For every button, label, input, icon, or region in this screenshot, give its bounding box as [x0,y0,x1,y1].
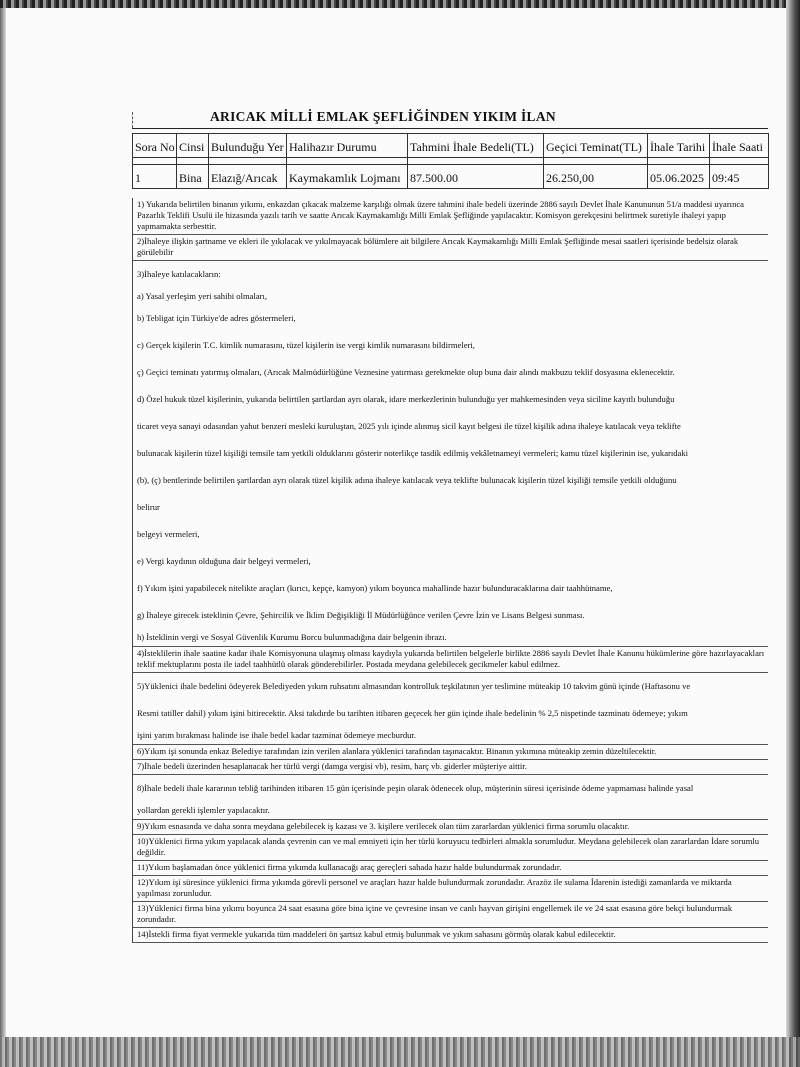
scan-edge-bottom [0,1037,800,1067]
term-5-line1: 5)Yüklenici ihale bedelini ödeyerek Belediyeden yıkım ruhsatını almasından kontrolluk teşkilatının yer teslimine müteakip 10 takvim günü içinde (Haftasonu ve [132,673,768,700]
table-cell: 26.250,00 [544,165,648,189]
announcement-title: ARICAK MİLLİ EMLAK ŞEFLİĞİNDEN YIKIM İLAN [132,108,768,129]
term-3-d-line5: belirur [132,494,768,521]
term-3-d-line3: bulunacak kişilerin tüzel kişiliği temsile tam yetkili olduklarını gösterir noterlikçe tasdik edilmiş vekâletnameyi vermeleri; kamu tüzel kişilerinin ise, yukarıdaki [132,440,768,467]
term-3-d-line1: d) Özel hukuk tüzel kişilerinin, yukarıda belirtilen şartlardan ayrı olarak, idare merkezlerinin bulunduğu yer mahkemesinden veya siciline kayıtlı bulunduğu [132,386,768,413]
term-3-e: e) Vergi kaydının olduğuna dair belgeyi vermeleri, [132,548,768,575]
table-cell: 87.500.00 [408,165,544,189]
header-cell: İhale Saati [710,134,769,158]
term-3-b: b) Tebligat için Türkiye'de adres göstermeleri, [132,305,768,332]
table-cell: 05.06.2025 [648,165,710,189]
term-3-cc: ç) Geçici teminatı yatırmış olmaları, (Arıcak Malmüdürlüğüne Veznesine yatırması gerekmekte olup buna dair alındı makbuzu teklif dosyasına eklenecektir. [132,359,768,386]
term-6: 6)Yıkım işi sonunda enkaz Belediye tarafından izin verilen alanlara yüklenici tarafından taşınacaktır. Binanın yıkımına müteakip zemin düzeltilecektir. [132,745,768,760]
term-14: 14)İstekli firma fiyat vermekle yukarıda tüm maddeleri ön şartsız kabul etmiş bulunmak ve yıkım sahasını görmüş olarak kabul edilecektir. [132,928,768,943]
term-2: 2)İhaleye ilişkin şartname ve ekleri ile yıkılacak ve yıkılmayacak bölümlere ait bilgilere Arıcak Kaymakamlığı Milli Emlak Şefliğinde mesai saatleri içerisinde bedelsiz olarak görülebilir [132,235,768,261]
announcement [132,108,768,189]
header-cell: Halihazır Durumu [287,134,408,158]
term-3-d-line6: belgeyi vermeleri, [132,521,768,548]
scan-edge-right [786,0,800,1067]
term-9: 9)Yıkım esnasında ve daha sonra meydana gelebilecek iş kazası ve 3. kişilere verilecek olan tüm zararlardan yüklenici firma sorumlu olacaktır. [132,820,768,835]
term-3-c: c) Gerçek kişilerin T.C. kimlik numarasını, tüzel kişilerin ise vergi kimlik numarasını bildirmeleri, [132,332,768,359]
term-1: 1) Yukarıda belirtilen binanın yıkımı, enkazdan çıkacak malzeme karşılığı olmak üzere tahmini ihale bedeli üzerinde 2886 sayılı Devlet İhale Kanununun 51/a maddesi uyarınca Pazarlık Teklifi Usulü ile hizasında yazılı tarih ve saatte Arıcak Kaymakamlığı Milli Emlak Şefliğinde yapılacaktır. Komisyon gerekçesini belirtmek suretiyle ihaleyi yapıp yapmamakta serbesttir. [132,198,768,235]
term-3-d-line2: ticaret veya sanayi odasından yahut benzeri mesleki kuruluştan, 2025 yılı içinde alınmış sicil kayıt belgesi ile tüzel kişilik adına ihaleye katılacak veya teklifte [132,413,768,440]
term-4: 4)İsteklilerin ihale saatine kadar ihale Komisyonuna ulaşmış olması kaydıyla yukarıda belirtilen belgelerle birlikte 2886 sayılı Devlet İhale Kanunu hükümlerine göre hazırlayacakları teklif mektuplarını posta ile iadel taahhütlü olarak gönderebilirler. Postada meydana gelebilecek gecikmeler kabul edilmez. [132,647,768,673]
term-7: 7)İhale bedeli üzerinden hesaplanacak her türlü vergi (damga vergisi vb), resim, harç vb. giderler müşteriye aittir. [132,760,768,775]
table-cell: 09:45 [710,165,769,189]
term-11: 11)Yıkım başlamadan önce yüklenici firma yıkımda kullanacağı araç gereçleri sahada hazır halde bulundurmak zorundadır. [132,861,768,876]
table-gap-row [133,158,769,165]
header-cell: Tahmini İhale Bedeli(TL) [408,134,544,158]
table-row [133,165,769,189]
header-cell: Cinsi [177,134,209,158]
term-13: 13)Yüklenici firma bina yıkımı boyunca 24 saat esasına göre bina içine ve çevresine insan ve canlı hayvan girişini engellemek ile ve 24 saat esasına göre bekçi bulundurmak zorundadır. [132,902,768,928]
term-3-a: a) Yasal yerleşim yeri sahibi olmaları, [132,288,768,305]
header-cell: Bulunduğu Yer [209,134,287,158]
term-8-line1: 8)İhale bedeli ihale kararının tebliğ tarihinden itibaren 15 gün içerisinde peşin olarak ödenecek olup, müşterinin süresi içerisinde ödeme yapmaması halinde yasal [132,775,768,802]
table-cell: Bina [177,165,209,189]
term-8-line2: yollardan gerekli işlemler yapılacaktır. [132,802,768,820]
tender-table [132,133,769,189]
table-cell: Kaymakamlık Lojmanı [287,165,408,189]
term-3-h: h) İsteklinin vergi ve Sosyal Güvenlik Kurumu Borcu bulunmadığına dair belgenin ibrazı. [132,629,768,647]
term-12: 12)Yıkım işi süresince yüklenici firma yıkımda görevli personel ve araçları hazır halde bulundurmak zorundadır. Arazöz ile sulama İdarenin istediği zamanlarda ve miktarda yapılması zorunludur. [132,876,768,902]
term-3-d-line4: (b), (ç) bentlerinde belirtilen şartlardan ayrı olarak tüzel kişilik adına ihaleye katılacak veya teklifte bulunacak kişilerin tüzel kişiliği temsile yetkili olduğunu [132,467,768,494]
term-10: 10)Yüklenici firma yıkım yapılacak alanda çevrenin can ve mal emniyeti için her türlü koruyucu tedbirleri almakla sorumludur. Meydana gelebilecek olan zararlardan İdare sorumlu değildir. [132,835,768,861]
term-3-f: f) Yıkım işini yapabilecek nitelikte araçları (kırıcı, kepçe, kamyon) yıkım boyunca mahallinde hazır bulunduracaklarına dair taahhütname, [132,575,768,602]
terms-list [132,198,768,943]
header-cell: Sora No [133,134,177,158]
term-3-g: g) İhaleye girecek isteklinin Çevre, Şehircilik ve İklim Değişikliği İl Müdürlüğünce verilen Çevre İzin ve Lisans Belgesi sunması. [132,602,768,629]
term-5-line2: Resmi tatiller dahil) yıkım işini bitirecektir. Aksi takdırde bu tarihten itibaren geçecek her gün içinde ihale bedelinin % 2,5 nispetinde tazminatı ödemeye; yıkım [132,700,768,727]
table-cell: Elazığ/Arıcak [209,165,287,189]
term-5-line3: işini yarım bırakması halinde ise ihale bedel kadar tazminat ödemeye mecburdur. [132,727,768,745]
term-3: 3)İhaleye katılacakların: [132,261,768,288]
table-cell: 1 [133,165,177,189]
table-header-row [133,134,769,158]
header-cell: İhale Tarihi [648,134,710,158]
scan-edge-top [0,0,800,8]
header-cell: Geçici Teminat(TL) [544,134,648,158]
